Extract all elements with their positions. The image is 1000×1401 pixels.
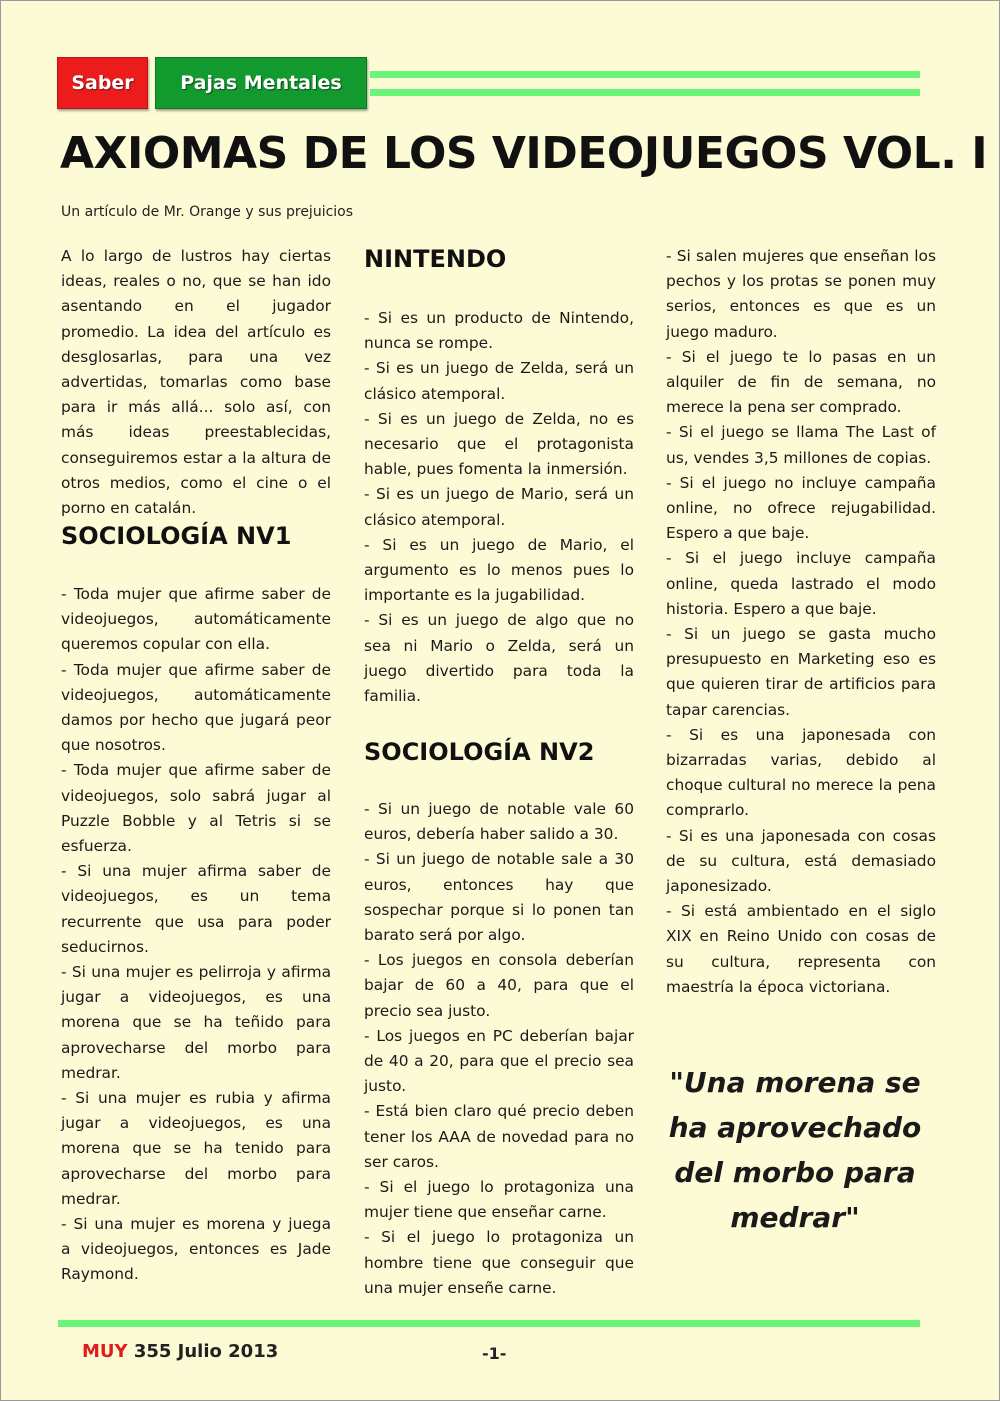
list-item: - Si el juego no incluye campaña online, no ofrece rejugabilidad. Espero a que baje.	[666, 473, 936, 543]
list-item: - Si el juego lo protagoniza un hombre tiene que conseguir que una mujer enseñe carne.	[364, 1228, 634, 1297]
list-item: - Está bien claro qué precio deben tener los AAA de novedad para no ser caros.	[364, 1102, 634, 1171]
list-item: - Si es un juego de Mario, será un clásico atemporal.	[364, 485, 634, 529]
list-item: - Si una mujer es pelirroja y afirma jugar a videojuegos, es una morena que se ha teñido para aprovecharse del morbo para medrar.	[61, 963, 331, 1082]
page-number: -1-	[482, 1344, 507, 1363]
list-item: - Si una mujer es morena y juega a videojuegos, entonces es Jade Raymond.	[61, 1215, 331, 1284]
list-item: - Los juegos en consola deberían bajar de 60 a 40, para que el precio sea justo.	[364, 951, 634, 1020]
list-item: - Si es un juego de Mario, el argumento es lo menos pues lo importante es la jugabilidad.	[364, 535, 634, 605]
list-item: - Si el juego lo protagoniza una mujer tiene que enseñar carne.	[364, 1178, 634, 1222]
section-heading-sociologia-nv2: SOCIOLOGÍA NV2	[364, 738, 595, 766]
list-item: - Si el juego te lo pasas en un alquiler de fin de semana, no merece la pena ser comprado.	[666, 347, 936, 417]
article-title: AXIOMAS DE LOS VIDEOJUEGOS VOL. I	[60, 128, 988, 179]
list-item: - Si es una japonesada con bizarradas varias, debido al choque cultural no merece la pena comprarlo.	[666, 725, 936, 820]
footer-issue	[82, 1341, 278, 1362]
magazine-brand: MUY	[82, 1341, 128, 1362]
list-item: - Si está ambientado en el siglo XIX en Reino Unido con cosas de su cultura, representa con maestría la época victoriana.	[666, 902, 936, 996]
section-list-sociologia-nv2	[364, 797, 634, 1301]
list-item: - Si un juego de notable sale a 30 euros, entonces hay que sospechar porque si lo ponen tan barato será por algo.	[364, 850, 634, 945]
list-item: - Si es un producto de Nintendo, nunca se rompe.	[364, 309, 634, 353]
intro-paragraph: A lo largo de lustros hay ciertas ideas, reales o no, que se han ido asentando en el jugador promedio. La idea del artículo es desglosarlas, para una vez advertidas, tomarlas como base para ir más allá... solo así, con más ideas preestablecidas, conseguiremos estar a la altura de otros medios, como el cine o el porno en catalán.	[61, 247, 331, 518]
list-item: - Si es una japonesada con cosas de su cultura, está demasiado japonesizado.	[666, 826, 936, 896]
section-heading-sociologia-nv1: SOCIOLOGÍA NV1	[61, 522, 292, 550]
header-rule-top	[370, 71, 920, 78]
pull-quote: "Una morena se ha aprovechado del morbo para medrar"	[668, 1066, 922, 1234]
list-item: - Si es un juego de Zelda, será un clásico atemporal.	[364, 359, 634, 403]
section-list-nintendo	[364, 306, 634, 709]
list-item: - Si un juego se gasta mucho presupuesto en Marketing eso es que quieren tirar de artificios para tapar carencias.	[666, 625, 936, 719]
list-item: - Si salen mujeres que enseñan los pechos y los protas se ponen muy serios, entonces es que es un juego maduro.	[666, 247, 936, 341]
list-item: - Toda mujer que afirme saber de videojuegos, automáticamente damos por hecho que jugará peor que nosotros.	[61, 660, 331, 755]
issue-info: 355 Julio 2013	[127, 1341, 279, 1362]
section-tag-saber: Saber	[57, 57, 148, 109]
section-tag-pajas-mentales: Pajas Mentales	[155, 57, 367, 109]
column-3	[666, 244, 936, 1000]
footer-rule	[58, 1320, 920, 1327]
list-item: - Toda mujer que afirme saber de videojuegos, solo sabrá jugar al Puzzle Bobble y al Tetris si se esfuerza.	[61, 761, 331, 856]
list-item: - Toda mujer que afirme saber de videojuegos, automáticamente queremos copular con ella.	[61, 585, 331, 654]
list-item: - Si es un juego de Zelda, no es necesario que el protagonista hable, pues fomenta la inmersión.	[364, 409, 634, 479]
list-item: - Si el juego incluye campaña online, queda lastrado el modo historia. Espero a que baje.	[666, 549, 936, 618]
list-item: - Si una mujer es rubia y afirma jugar a videojuegos, es una morena que se ha tenido para aprovecharse del morbo para medrar.	[61, 1089, 331, 1208]
list-item: - Si un juego de notable vale 60 euros, debería haber salido a 30.	[364, 800, 634, 844]
column-1	[61, 244, 331, 521]
article-byline: Un artículo de Mr. Orange y sus prejuicios	[61, 204, 354, 220]
list-item: - Los juegos en PC deberían bajar de 40 a 20, para que el precio sea justo.	[364, 1026, 634, 1096]
list-item: - Si es un juego de algo que no sea ni Mario o Zelda, será un juego divertido para toda la familia.	[364, 611, 634, 706]
list-item: - Si el juego se llama The Last of us, vendes 3,5 millones de copias.	[666, 423, 936, 467]
section-list-sociologia-nv1	[61, 582, 331, 1288]
section-heading-nintendo: NINTENDO	[364, 245, 507, 273]
list-item: - Si una mujer afirma saber de videojuegos, es un tema recurrente que usa para poder seducirnos.	[61, 862, 331, 956]
header-rule-bottom	[370, 89, 920, 96]
